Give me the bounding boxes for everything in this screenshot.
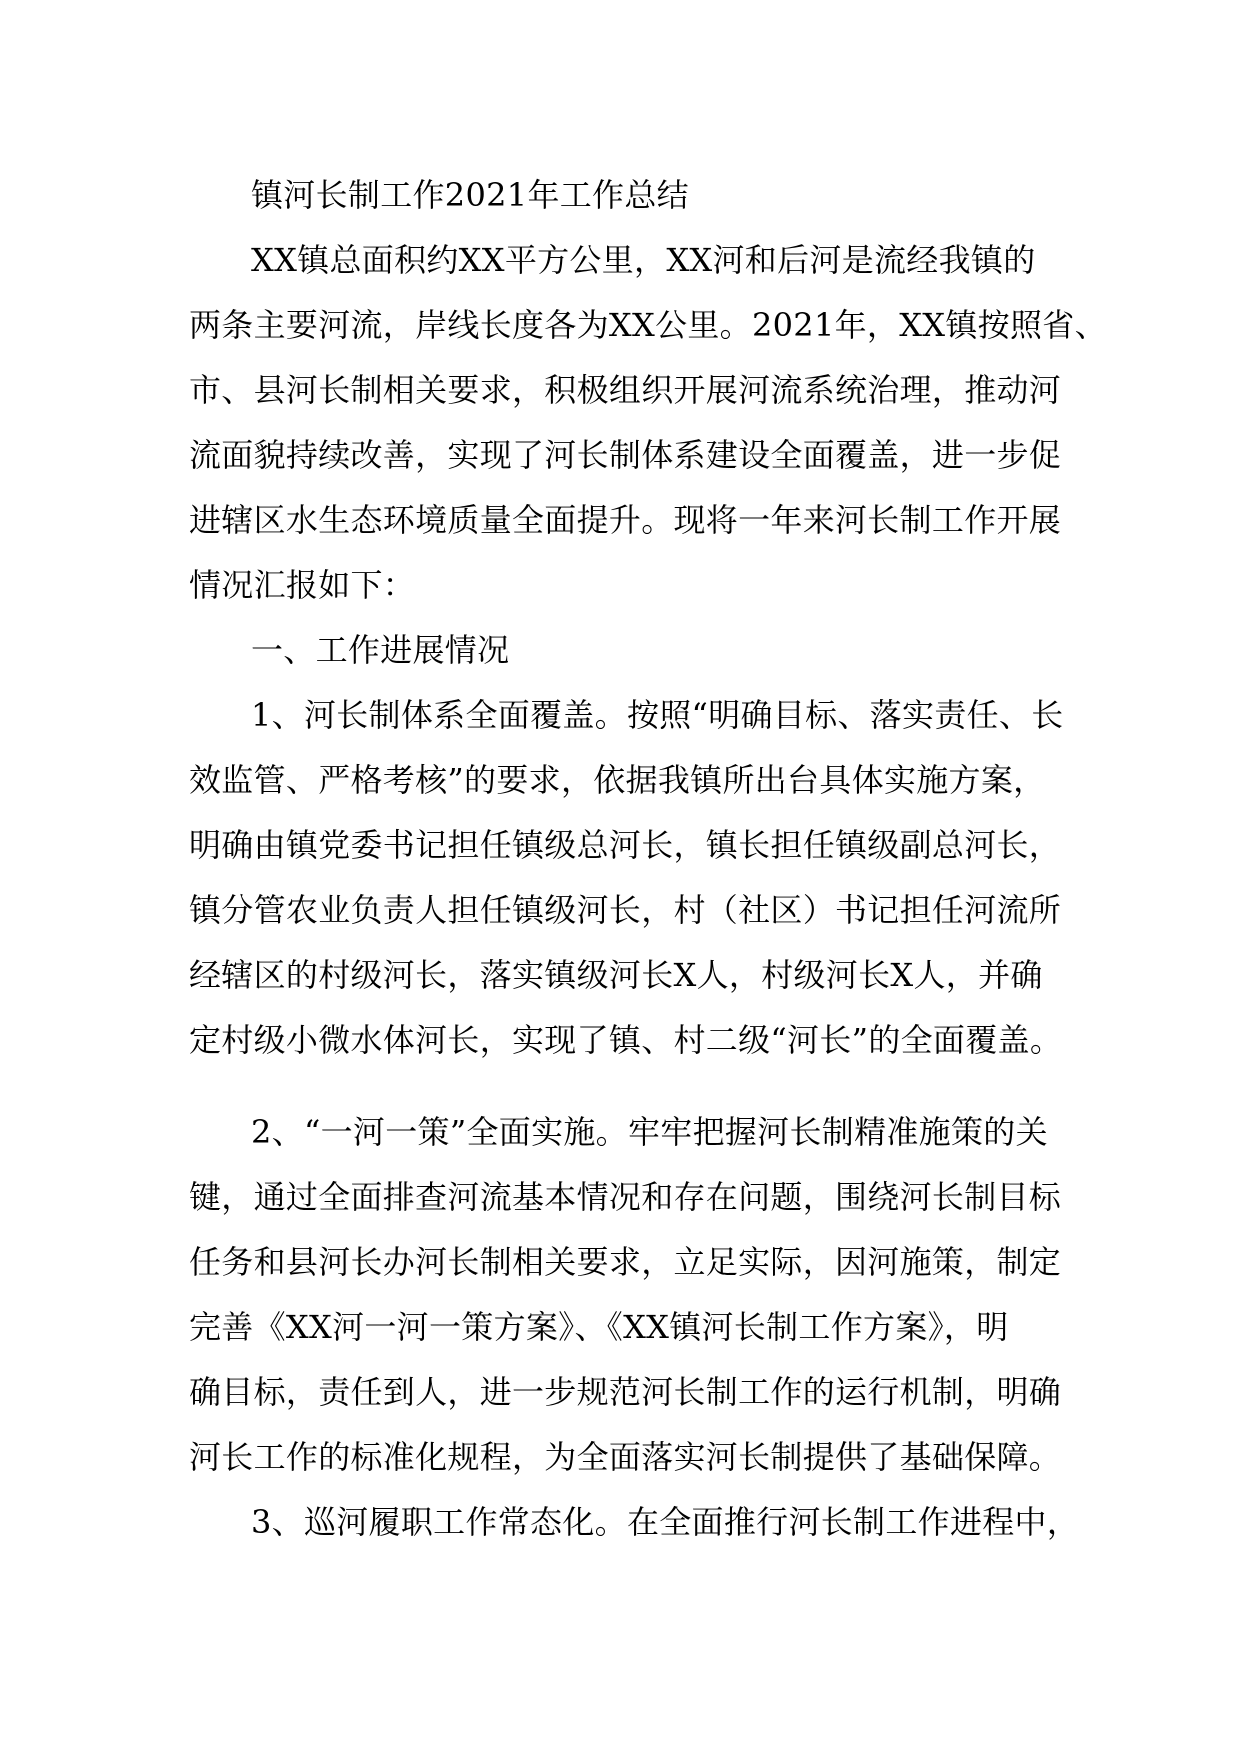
section-heading: 一、工作进展情况: [251, 631, 510, 669]
paragraph-line: 进辖区水生态环境质量全面提升。现将一年来河长制工作开展: [189, 501, 1062, 539]
paragraph-line: 河长工作的标准化规程，为全面落实河长制提供了基础保障。: [189, 1438, 1062, 1476]
document-title: 镇河长制工作2021年工作总结: [251, 176, 689, 214]
paragraph-line: 流面貌持续改善，实现了河长制体系建设全面覆盖，进一步促: [189, 436, 1062, 474]
paragraph-line: 两条主要河流，岸线长度各为XX公里。2021年，XX镇按照省、: [189, 306, 1107, 344]
paragraph-line: 2、“一河一策”全面实施。牢牢把握河长制精准施策的关: [251, 1113, 1048, 1151]
paragraph-line: 3、巡河履职工作常态化。在全面推行河长制工作进程中，: [251, 1503, 1080, 1541]
document-body: [189, 163, 1107, 1555]
paragraph-item-1: [189, 683, 1064, 1073]
paragraph-line: 市、县河长制相关要求，积极组织开展河流系统治理，推动河: [189, 371, 1062, 409]
paragraph-line: 镇分管农业负责人担任镇级河长，村（社区）书记担任河流所: [189, 891, 1062, 929]
paragraph-line: 任务和县河长办河长制相关要求，立足实际，因河施策，制定: [189, 1243, 1062, 1281]
paragraph-item-3: [189, 1490, 1080, 1555]
paragraph-line: 效监管、严格考核”的要求，依据我镇所出台具体实施方案，: [189, 761, 1046, 799]
paragraph-line: 确目标，责任到人，进一步规范河长制工作的运行机制，明确: [189, 1373, 1062, 1411]
paragraph-line: 明确由镇党委书记担任镇级总河长，镇长担任镇级副总河长，: [189, 826, 1062, 864]
paragraph-item-2: [189, 1100, 1062, 1490]
paragraph-intro: [189, 228, 1107, 618]
paragraph-line: 键，通过全面排查河流基本情况和存在问题，围绕河长制目标: [189, 1178, 1062, 1216]
paragraph-line: 完善《XX河一河一策方案》、《XX镇河长制工作方案》，明: [189, 1308, 1009, 1346]
paragraph-line: 情况汇报如下：: [189, 566, 416, 604]
paragraph-line: XX镇总面积约XX平方公里，XX河和后河是流经我镇的: [251, 241, 1036, 279]
paragraph-line: 定村级小微水体河长，实现了镇、村二级“河长”的全面覆盖。: [189, 1021, 1063, 1059]
paragraph-line: 1、河长制体系全面覆盖。按照“明确目标、落实责任、长: [251, 696, 1064, 734]
paragraph-spacer: [189, 1073, 1059, 1100]
paragraph-line: 经辖区的村级河长，落实镇级河长X人，村级河长X人，并确: [189, 956, 1043, 994]
